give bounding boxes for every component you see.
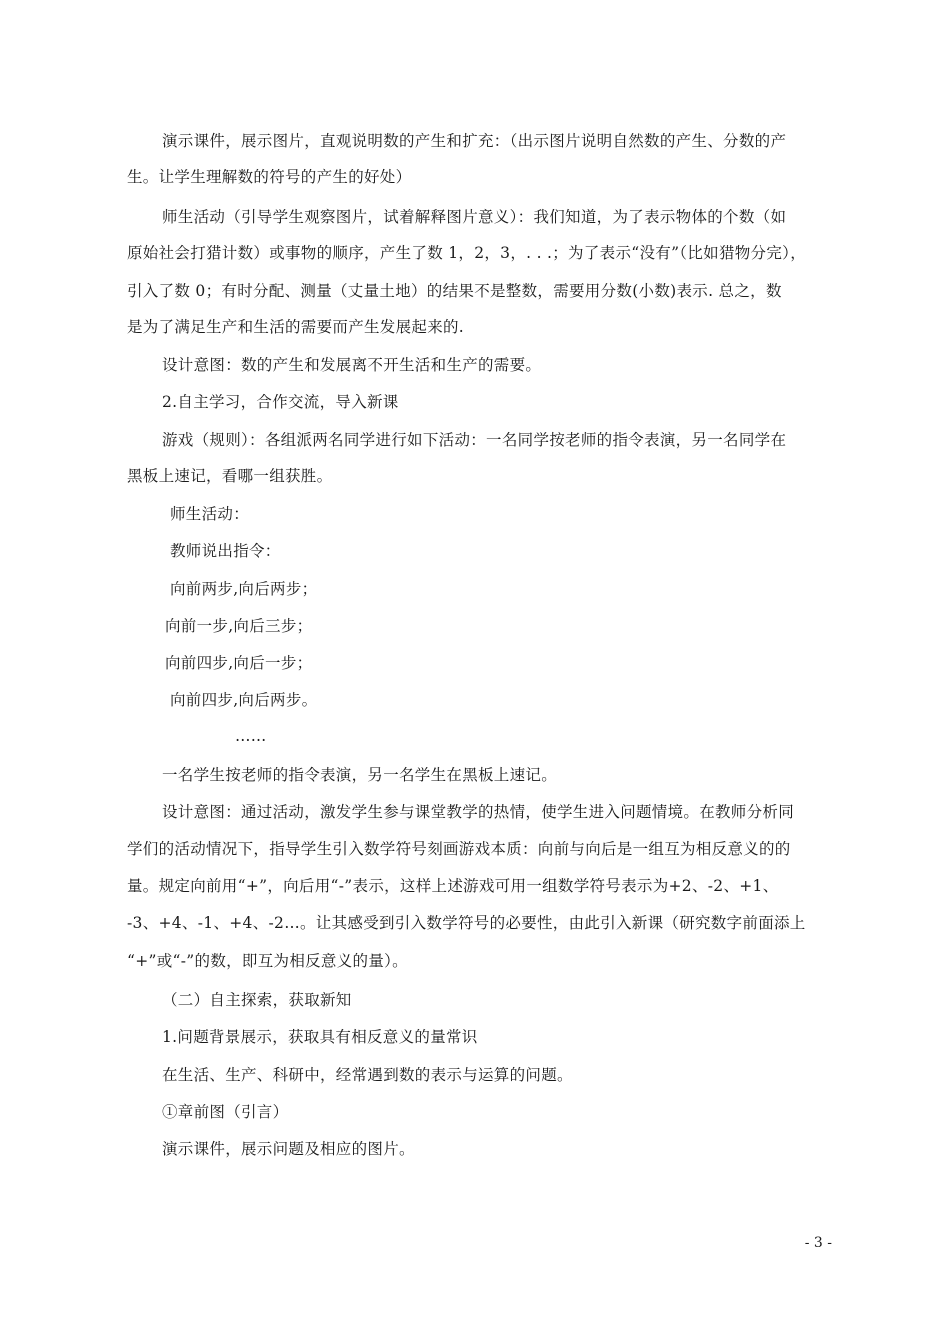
paragraph-line: 师生活动（引导学生观察图片，试着解释图片意义）：我们知道，为了表示物体的个数（如 [162, 208, 787, 226]
section-heading: ①章前图（引言） [162, 1103, 289, 1121]
page-number: - 3 - [804, 1235, 832, 1251]
instruction-item: 向前两步,向后两步； [170, 580, 318, 598]
paragraph-line: 原始社会打猎计数）或事物的顺序，产生了数 1，2，3，. . .；为了表示“没有”（比如猎物分完）， [127, 244, 806, 262]
instruction-item: 向前一步,向后三步； [165, 617, 313, 635]
paragraph-line: 演示课件，展示问题及相应的图片。 [162, 1140, 415, 1158]
paragraph-line: 学们的活动情况下，指导学生引入数学符号刻画游戏本质：向前与向后是一组互为相反意义的的 [127, 840, 791, 858]
paragraph-line: 是为了满足生产和生活的需要而产生发展起来的. [127, 318, 465, 336]
ellipsis: …… [235, 727, 267, 745]
section-heading: （二）自主探索，获取新知 [162, 991, 352, 1009]
paragraph-line: “+”或“-”的数，即互为相反意义的量）。 [127, 952, 408, 970]
paragraph-line: 师生活动： [170, 505, 250, 523]
paragraph-line: 量。规定向前用“+”，向后用“-”表示，这样上述游戏可用一组数学符号表示为+2、-2、+1、 [127, 877, 779, 895]
instruction-item: 向前四步,向后两步。 [170, 691, 318, 709]
paragraph-line: 设计意图：数的产生和发展离不开生活和生产的需要。 [162, 356, 542, 374]
paragraph-line: 生。让学生理解数的符号的产生的好处） [127, 168, 412, 186]
paragraph-line: 设计意图：通过活动，激发学生参与课堂教学的热情，使学生进入问题情境。在教师分析同 [162, 803, 795, 821]
paragraph-line: 游戏（规则）：各组派两名同学进行如下活动：一名同学按老师的指令表演，另一名同学在 [162, 431, 787, 449]
paragraph-line: 演示课件，展示图片，直观说明数的产生和扩充：（出示图片说明自然数的产生、分数的产 [162, 132, 787, 150]
paragraph-line: 黑板上速记，看哪一组获胜。 [127, 467, 333, 485]
paragraph-line: -3、+4、-1、+4、-2…。让其感受到引入数学符号的必要性，由此引入新课（研究数字前面添上 [127, 914, 806, 932]
paragraph-line: 一名学生按老师的指令表演，另一名学生在黑板上速记。 [162, 766, 558, 784]
section-heading: 2.自主学习，合作交流，导入新课 [162, 393, 399, 411]
paragraph-line: 教师说出指令： [170, 542, 281, 560]
paragraph-line: 引入了数 0；有时分配、测量（丈量土地）的结果不是整数，需要用分数(小数)表示. 总之，数 [127, 282, 782, 300]
section-heading: 1.问题背景展示，获取具有相反意义的量常识 [162, 1028, 478, 1046]
instruction-item: 向前四步,向后一步； [165, 654, 313, 672]
paragraph-line: 在生活、生产、科研中，经常遇到数的表示与运算的问题。 [162, 1066, 573, 1084]
